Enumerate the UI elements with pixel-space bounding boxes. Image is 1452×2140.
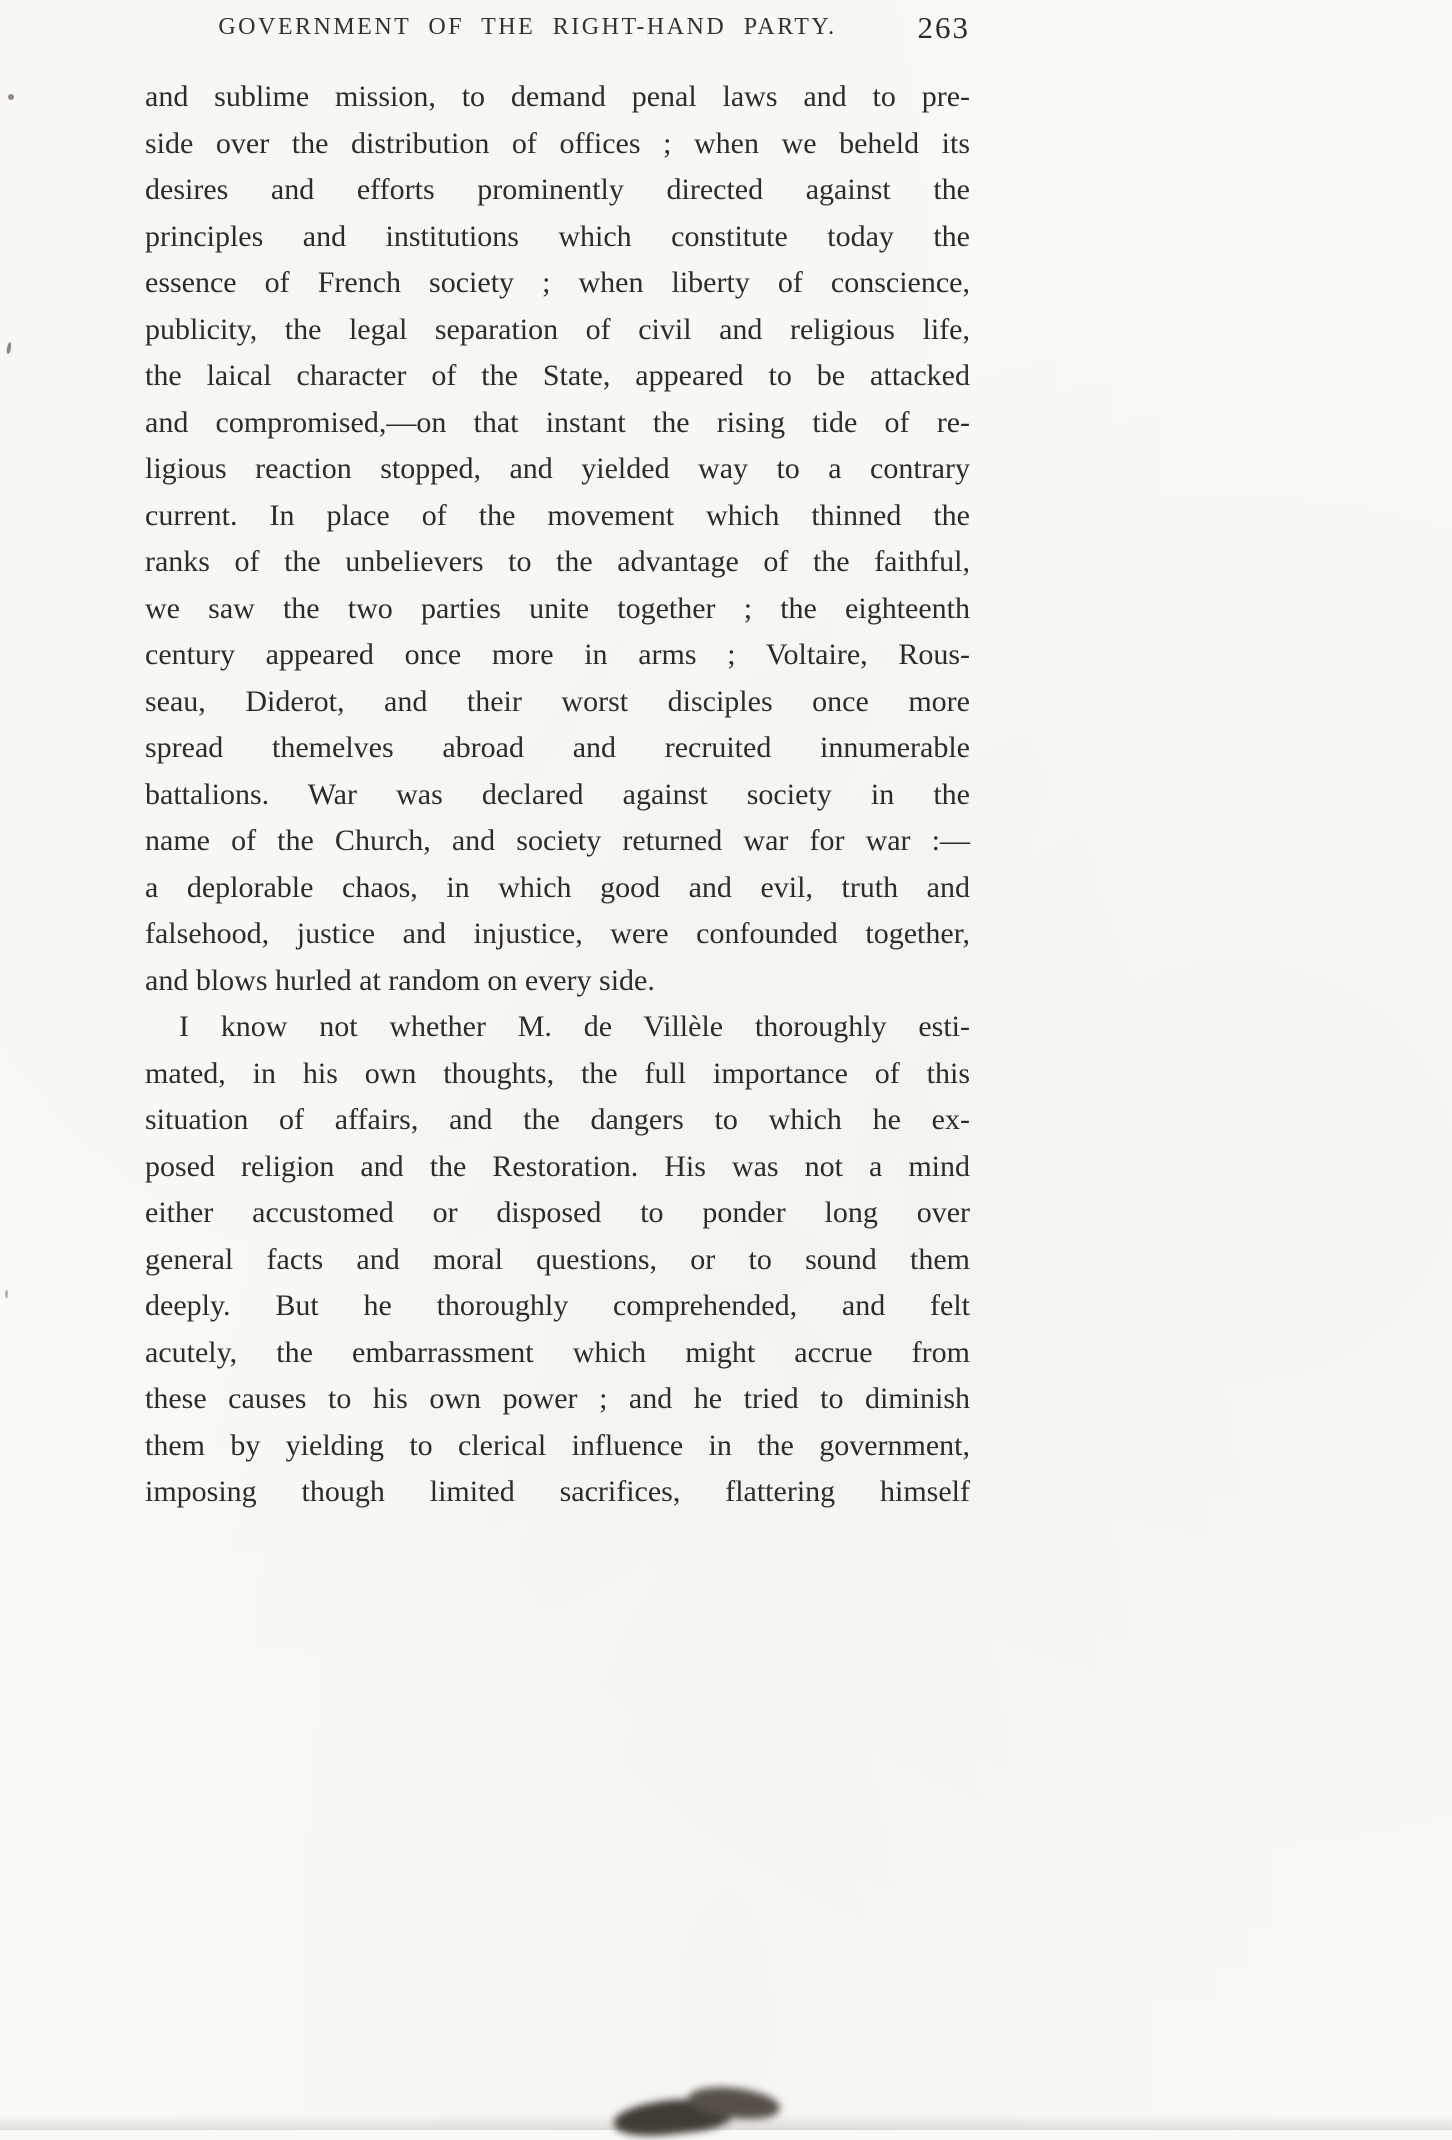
- text-line: I know not whether M. de Villèle thoroughly esti-: [179, 1010, 970, 1043]
- text-line: current. In place of the movement which thinned the: [145, 498, 970, 532]
- text-line: and sublime mission, to demand penal laws and to pre-: [145, 80, 970, 113]
- text-line: spread themelves abroad and recruited innumerable: [145, 731, 970, 764]
- text-line: posed religion and the Restoration. His was not a mind: [145, 1149, 970, 1183]
- text-line: name of the Church, and society returned war for war :—: [145, 824, 970, 857]
- text-line: these causes to his own power ; and he tried to diminish: [145, 1382, 970, 1415]
- text-line: general facts and moral questions, or to sound them: [145, 1242, 970, 1276]
- text-line: seau, Diderot, and their worst disciples once more: [145, 684, 970, 718]
- text-line: situation of affairs, and the dangers to which he ex-: [145, 1103, 970, 1136]
- scan-edge-shadow: [0, 2114, 1452, 2130]
- text-line: and blows hurled at random on every side.: [145, 963, 655, 997]
- text-line: them by yielding to clerical influence in the government,: [145, 1428, 970, 1462]
- text-line: a deplorable chaos, in which good and evil, truth and: [145, 870, 970, 904]
- text-line: imposing though limited sacrifices, flattering himself: [145, 1475, 970, 1508]
- scan-speck: [8, 94, 14, 100]
- text-line: the laical character of the State, appeared to be attacked: [145, 359, 970, 392]
- text-line: desires and efforts prominently directed against the: [145, 173, 970, 206]
- text-line: acutely, the embarrassment which might accrue from: [145, 1335, 970, 1369]
- text-line: essence of French society ; when liberty of conscience,: [145, 266, 970, 299]
- text-line: either accustomed or disposed to ponder long over: [145, 1196, 970, 1229]
- text-line: mated, in his own thoughts, the full importance of this: [145, 1056, 970, 1090]
- text-line: deeply. But he thoroughly comprehended, and felt: [145, 1289, 970, 1322]
- running-header-title: GOVERNMENT OF THE RIGHT-HAND PARTY.: [218, 14, 837, 40]
- page-number: 263: [917, 10, 970, 45]
- scan-speck: [6, 342, 12, 355]
- text-line: falsehood, justice and injustice, were confounded together,: [145, 917, 970, 950]
- text-line: we saw the two parties unite together ; the eighteenth: [145, 591, 970, 625]
- text-line: century appeared once more in arms ; Voltaire, Rous-: [145, 638, 970, 671]
- scan-smudge: [610, 2080, 785, 2140]
- page-body-text: [145, 74, 970, 1516]
- text-line: side over the distribution of offices ; when we beheld its: [145, 126, 970, 160]
- scan-speck: [5, 1290, 8, 1298]
- text-line: ranks of the unbelievers to the advantage of the faithful,: [145, 545, 970, 578]
- text-line: battalions. War was declared against society in the: [145, 777, 970, 811]
- text-line: and compromised,—on that instant the rising tide of re-: [145, 405, 970, 439]
- text-line: principles and institutions which constitute today the: [145, 219, 970, 253]
- text-line: publicity, the legal separation of civil and religious life,: [145, 312, 970, 346]
- running-header: [145, 10, 970, 54]
- text-line: ligious reaction stopped, and yielded way to a contrary: [145, 452, 970, 485]
